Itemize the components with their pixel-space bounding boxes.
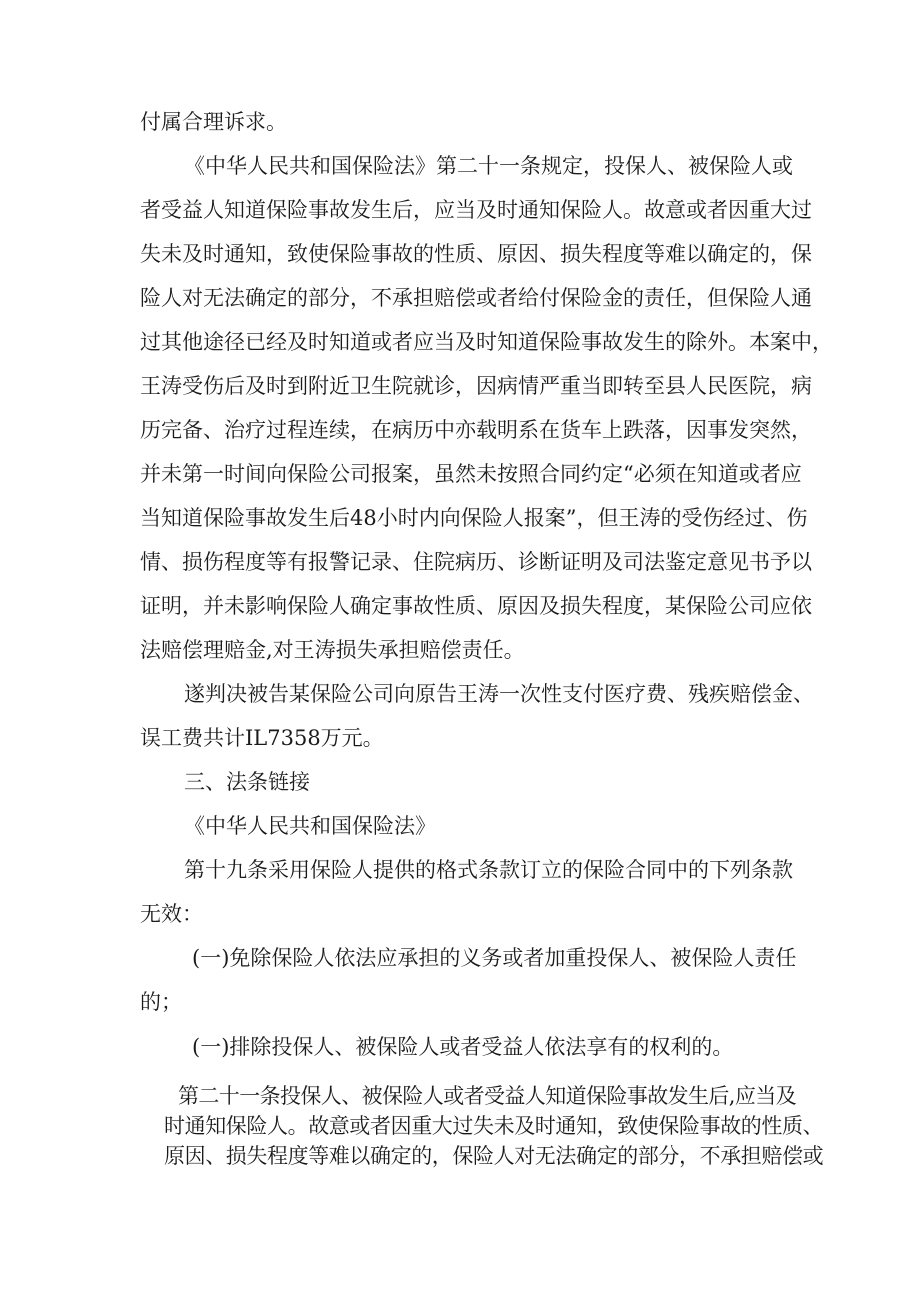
- text-line: 法赔偿理赔金,对王涛损失承担赔偿责任。: [140, 638, 525, 662]
- text-line: 并未第一时间向保险公司报案，虽然未按照合同约定“必须在知道或者应: [140, 462, 802, 486]
- text-line: 遂判决被告某保险公司向原告王涛一次性支付医疗费、残疾赔偿金、: [184, 682, 814, 706]
- text-line: 险人对无法确定的部分，不承担赔偿或者给付保险金的责任，但保险人通: [140, 286, 812, 310]
- section-heading: 三、法条链接: [184, 770, 310, 794]
- text-line: 原因、损失程度等难以确定的，保险人对无法确定的部分，不承担赔偿或: [164, 1144, 824, 1168]
- text-line: 王涛受伤后及时到附近卫生院就诊，因病情严重当即转至县人民医院，病: [140, 374, 812, 398]
- text-line: 当知道保险事故发生后48小时内向保险人报案”，但王涛的受伤经过、伤: [140, 506, 808, 530]
- text-line: 过其他途径已经及时知道或者应当及时知道保险事故发生的除外。本案中，: [140, 330, 833, 354]
- text-line: 时通知保险人。故意或者因重大过失未及时通知，致使保险事故的性质、: [164, 1114, 824, 1138]
- text-line: 证明，并未影响保险人确定事故性质、原因及损失程度，某保险公司应依: [140, 594, 812, 618]
- text-line: 《中华人民共和国保险法》第二十一条规定，投保人、被保险人或: [184, 154, 793, 178]
- text-line: (一)免除保险人依法应承担的义务或者加重投保人、被保险人责任: [192, 946, 797, 970]
- text-line: 失未及时通知，致使保险事故的性质、原因、损失程度等难以确定的，保: [140, 242, 812, 266]
- text-line: 者受益人知道保险事故发生后，应当及时通知保险人。故意或者因重大过: [140, 198, 812, 222]
- text-line: 误工费共计IL7358万元。: [140, 726, 384, 750]
- law-title: 《中华人民共和国保险法》: [184, 814, 436, 838]
- text-line: 无效：: [140, 902, 203, 926]
- text-line: 付属合理诉求。: [140, 110, 287, 134]
- text-line: 的；: [140, 990, 182, 1014]
- text-line: (一)排除投保人、被保险人或者受益人依法享有的权利的。: [192, 1035, 734, 1059]
- text-line: 情、损伤程度等有报警记录、住院病历、诊断证明及司法鉴定意见书予以: [140, 550, 812, 574]
- text-line: 历完备、治疗过程连续，在病历中亦载明系在货车上跌落，因事发突然，: [140, 418, 812, 442]
- text-line: 第二十一条投保人、被保险人或者受益人知道保险事故发生后,应当及: [178, 1084, 797, 1108]
- text-line: 第十九条采用保险人提供的格式条款订立的保险合同中的下列条款: [184, 858, 793, 882]
